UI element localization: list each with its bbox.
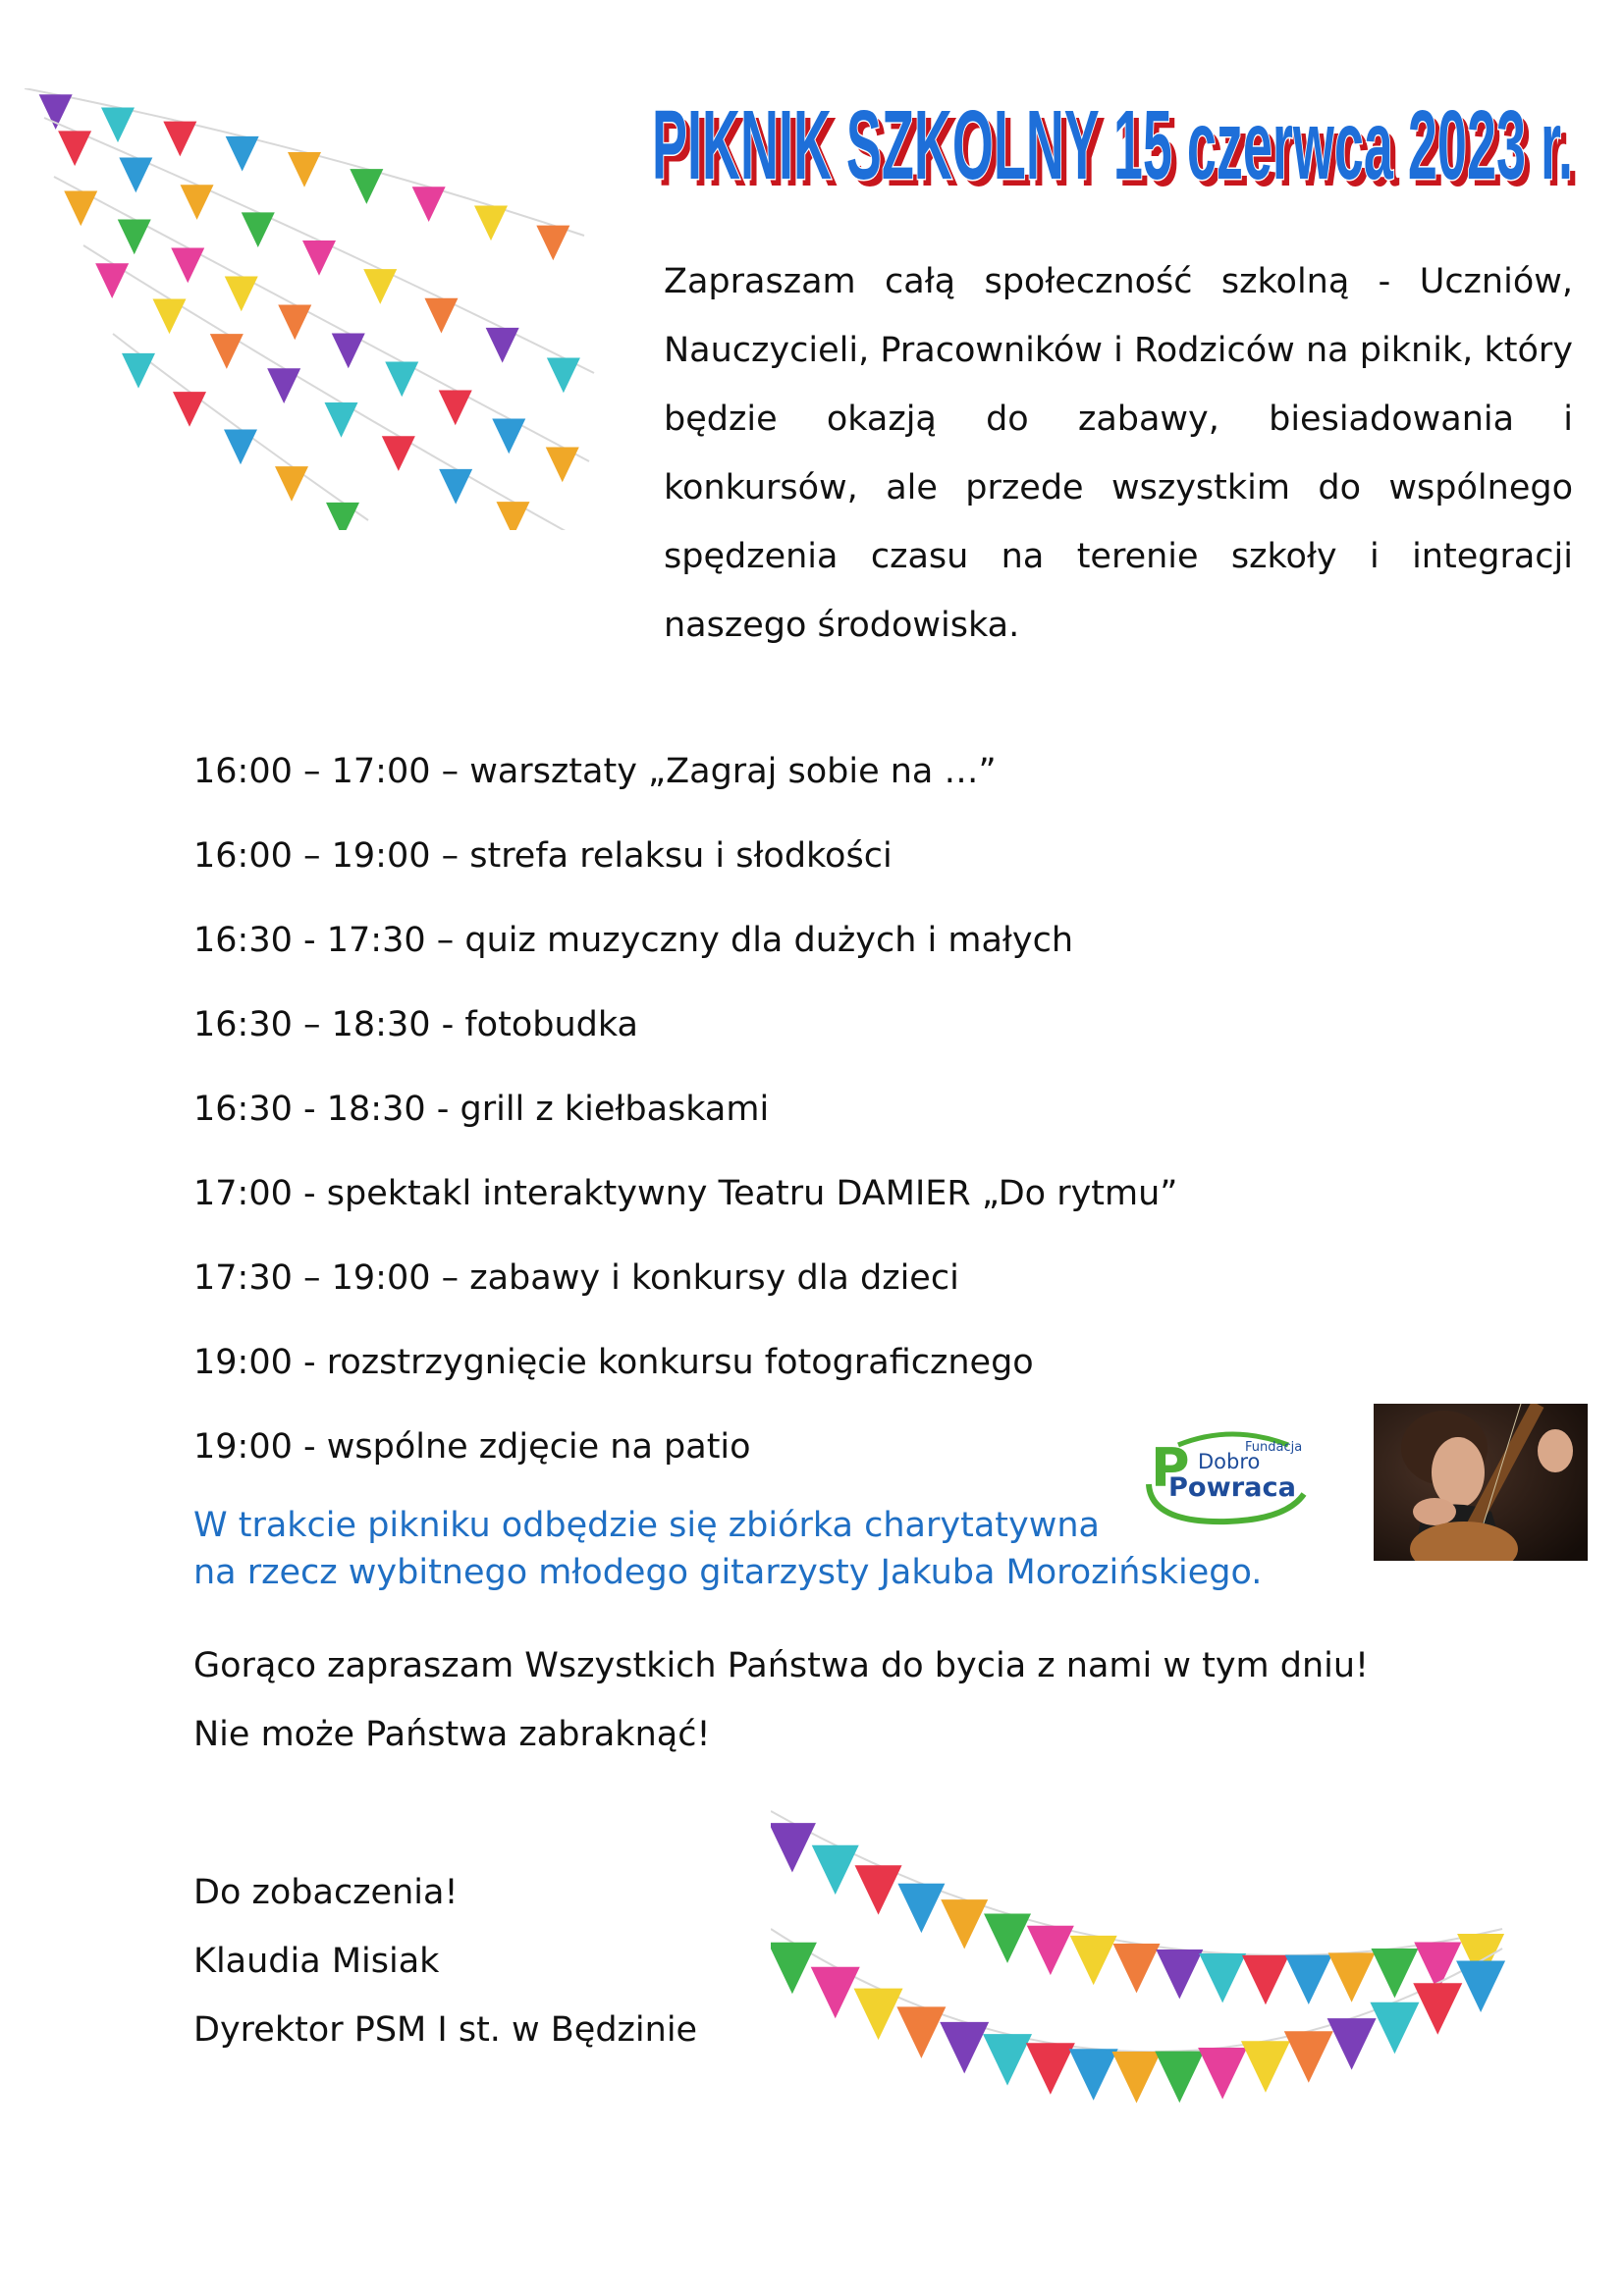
closing-greeting: Do zobaczenia! [193, 1873, 459, 1912]
bunting-bottom-decoration [771, 1801, 1517, 2169]
invitation-line: Gorąco zapraszam Wszystkich Państwa do bycia z nami w tym dniu! [193, 1646, 1370, 1685]
schedule-item: 17:00 - spektakl interaktywny Teatru DAMIER „Do rytmu” [193, 1174, 1178, 1213]
bunting-flag [242, 212, 275, 247]
bunting-flag [1070, 1936, 1117, 1985]
bunting-flag [173, 392, 206, 427]
bunting-flag [1112, 2052, 1162, 2104]
schedule-item: 16:00 – 17:00 – warsztaty „Zagraj sobie na …” [193, 752, 997, 791]
bunting-flag [332, 334, 365, 369]
bunting-flag [1370, 2002, 1419, 2055]
bunting-flag [546, 448, 579, 483]
bunting-flag [486, 328, 519, 363]
bunting-flag [225, 277, 258, 312]
signer-role: Dyrektor PSM I st. w Będzinie [193, 2010, 698, 2050]
bunting-flag [350, 169, 383, 204]
bunting-flag [326, 503, 359, 530]
bunting-flag [122, 353, 155, 389]
guitarist-photo [1374, 1404, 1588, 1561]
bunting-flag [547, 358, 580, 394]
bunting-flag [101, 107, 135, 142]
bunting-flag [119, 158, 152, 193]
bunting-flag [771, 1943, 817, 1995]
bunting-flag [439, 391, 472, 426]
bunting-flag [302, 240, 336, 276]
bunting-flag [497, 502, 530, 530]
bunting-flag [1156, 1949, 1203, 1999]
bunting-flag [39, 94, 73, 130]
bunting-flag [424, 298, 458, 334]
bunting-flag [1241, 2041, 1290, 2093]
bunting-flag [1026, 2043, 1075, 2095]
logo-bottom-text: Powraca [1168, 1472, 1296, 1503]
bunting-flag [181, 185, 214, 220]
bunting-flag [288, 152, 321, 187]
bunting-flag [95, 263, 129, 298]
bunting-flag [210, 334, 244, 369]
bunting-flag [1413, 1983, 1462, 2035]
bunting-flag [439, 469, 472, 505]
logo-small-text: Fundacja [1245, 1440, 1303, 1455]
schedule-item: 19:00 - wspólne zdjęcie na patio [193, 1427, 751, 1467]
bunting-flag [325, 402, 358, 438]
invitation [193, 1631, 1421, 1769]
bunting-flag [1327, 2018, 1377, 2070]
bunting-flag [171, 248, 204, 284]
bunting-flag [855, 1865, 902, 1914]
bunting-flag [1155, 2052, 1204, 2104]
bunting-flag [897, 1884, 945, 1933]
bunting-flag [983, 2034, 1032, 2086]
bunting-flag [1371, 1949, 1418, 1998]
bunting-flag [536, 226, 569, 261]
bunting-flag [854, 1989, 903, 2041]
bunting-flag [896, 2006, 946, 2058]
charity-line: na rzecz wybitnego młodego gitarzysty Jakuba Morozińskiego. [193, 1553, 1263, 1592]
bunting-flag [412, 187, 446, 222]
bunting-flag [812, 1845, 859, 1895]
foundation-logo [1139, 1425, 1316, 1531]
bunting-flag [474, 205, 508, 240]
schedule-list [193, 742, 1178, 1502]
bunting-flag [1328, 1952, 1376, 2002]
logo-top-text: Dobro [1198, 1450, 1261, 1473]
bunting-flag [811, 1967, 860, 2019]
title-text: PIKNIK SZKOLNY 15 czerwca 2023 r. [652, 90, 1573, 200]
invitation-line: Nie może Państwa zabraknąć! [193, 1715, 711, 1754]
schedule-item: 16:30 - 18:30 - grill z kiełbaskami [193, 1090, 770, 1129]
bunting-flag [1198, 2048, 1247, 2100]
charity-line: W trakcie pikniku odbędzie się zbiórka charytatywna [193, 1506, 1100, 1545]
bunting-flag [1113, 1944, 1161, 1993]
schedule-item: 17:30 – 19:00 – zabawy i konkursy dla dzieci [193, 1258, 959, 1298]
bunting-flag [382, 436, 415, 471]
bunting-flag [1285, 1955, 1332, 2004]
bunting-flag [492, 419, 525, 454]
bunting-flag [153, 298, 187, 334]
bunting-flag [940, 2022, 989, 2074]
bunting-flag [385, 362, 418, 398]
bunting-flag [771, 1823, 816, 1872]
bunting-flag [1069, 2049, 1118, 2101]
bunting-flag [275, 466, 308, 502]
logo-p-letter: P [1151, 1437, 1190, 1499]
bunting-flag [267, 368, 300, 403]
bunting-flag [224, 430, 257, 465]
bunting-flag [226, 136, 259, 172]
bunting-flag [363, 269, 397, 304]
signer-name: Klaudia Misiak [193, 1942, 440, 1981]
bunting-flag [163, 122, 196, 157]
bunting-flag [278, 305, 311, 341]
bunting-flag [1242, 1955, 1289, 2004]
bunting-flag [58, 131, 91, 166]
bunting-flag [1027, 1926, 1074, 1975]
page-title [650, 90, 1593, 207]
intro-paragraph: Zapraszam całą społeczność szkolną - Uczniów, Nauczycieli, Pracowników i Rodziców na piknik, który będzie okazją do zabawy, biesiadowania i konkursów, ale przede wszystkim do wspólnego spędzenia czasu na terenie szkoły i integracji naszego środowiska. [664, 262, 1573, 645]
schedule-item: 16:30 - 17:30 – quiz muzyczny dla dużych i małych [193, 921, 1074, 960]
bunting-flag [1199, 1953, 1246, 2002]
bunting-flag [1284, 2031, 1333, 2083]
title-shadow: PIKNIK SZKOLNY 15 czerwca 2023 r. [658, 97, 1579, 207]
bunting-top-decoration [25, 88, 604, 530]
bunting-flag [984, 1913, 1031, 1962]
schedule-item: 16:00 – 19:00 – strefa relaksu i słodkości [193, 836, 893, 876]
schedule-item: 16:30 – 18:30 - fotobudka [193, 1005, 638, 1044]
bunting-flag [1456, 1961, 1505, 2013]
schedule-item: 19:00 - rozstrzygnięcie konkursu fotograficznego [193, 1343, 1034, 1382]
bunting-flag [64, 191, 97, 227]
bunting-flag [118, 220, 151, 255]
bunting-flag [941, 1899, 988, 1949]
